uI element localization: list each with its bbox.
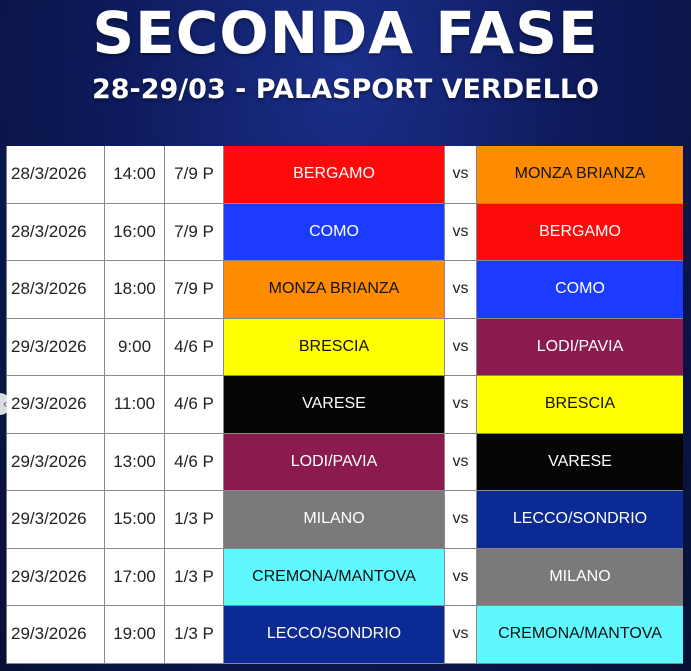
vs-label: vs xyxy=(445,319,477,376)
table-row xyxy=(7,434,683,492)
match-date: 29/3/2026 xyxy=(7,491,105,548)
match-category: 7/9 P xyxy=(165,204,224,261)
match-time: 19:00 xyxy=(105,606,165,663)
match-category: 7/9 P xyxy=(165,261,224,318)
home-team: CREMONA/MANTOVA xyxy=(224,549,445,606)
vs-label: vs xyxy=(445,549,477,606)
vs-label: vs xyxy=(445,204,477,261)
match-category: 4/6 P xyxy=(165,376,224,433)
home-team: VARESE xyxy=(224,376,445,433)
match-date: 29/3/2026 xyxy=(7,549,105,606)
table-row xyxy=(7,549,683,607)
match-time: 16:00 xyxy=(105,204,165,261)
vs-label: vs xyxy=(445,606,477,663)
vs-label: vs xyxy=(445,434,477,491)
match-date: 28/3/2026 xyxy=(7,204,105,261)
away-team: LODI/PAVIA xyxy=(477,319,683,376)
header xyxy=(0,0,691,140)
home-team: LODI/PAVIA xyxy=(224,434,445,491)
home-team: MILANO xyxy=(224,491,445,548)
match-time: 13:00 xyxy=(105,434,165,491)
home-team: BERGAMO xyxy=(224,146,445,203)
match-time: 15:00 xyxy=(105,491,165,548)
vs-label: vs xyxy=(445,491,477,548)
match-category: 4/6 P xyxy=(165,319,224,376)
vs-label: vs xyxy=(445,261,477,318)
chevron-left-icon[interactable]: ‹ xyxy=(0,393,10,415)
away-team: LECCO/SONDRIO xyxy=(477,491,683,548)
home-team: BRESCIA xyxy=(224,319,445,376)
table-row xyxy=(7,204,683,262)
match-category: 4/6 P xyxy=(165,434,224,491)
away-team: CREMONA/MANTOVA xyxy=(477,606,683,663)
table-row xyxy=(7,319,683,377)
match-category: 1/3 P xyxy=(165,549,224,606)
match-time: 14:00 xyxy=(105,146,165,203)
match-time: 18:00 xyxy=(105,261,165,318)
match-date: 29/3/2026 xyxy=(7,319,105,376)
vs-label: vs xyxy=(445,146,477,203)
vs-label: vs xyxy=(445,376,477,433)
away-team: MILANO xyxy=(477,549,683,606)
match-category: 1/3 P xyxy=(165,491,224,548)
match-date: 28/3/2026 xyxy=(7,261,105,318)
away-team: VARESE xyxy=(477,434,683,491)
page-subtitle: 28-29/03 - PALASPORT VERDELLO xyxy=(91,74,600,105)
table-row xyxy=(7,491,683,549)
match-category: 1/3 P xyxy=(165,606,224,663)
home-team: COMO xyxy=(224,204,445,261)
match-category: 7/9 P xyxy=(165,146,224,203)
table-row xyxy=(7,606,683,664)
match-time: 17:00 xyxy=(105,549,165,606)
match-date: 29/3/2026 xyxy=(7,376,105,433)
match-time: 9:00 xyxy=(105,319,165,376)
away-team: BERGAMO xyxy=(477,204,683,261)
home-team: MONZA BRIANZA xyxy=(224,261,445,318)
home-team: LECCO/SONDRIO xyxy=(224,606,445,663)
schedule-table xyxy=(6,146,683,664)
table-row xyxy=(7,376,683,434)
table-row xyxy=(7,261,683,319)
away-team: BRESCIA xyxy=(477,376,683,433)
match-date: 29/3/2026 xyxy=(7,606,105,663)
away-team: COMO xyxy=(477,261,683,318)
match-date: 28/3/2026 xyxy=(7,146,105,203)
match-date: 29/3/2026 xyxy=(7,434,105,491)
page-title: SECONDA FASE xyxy=(92,0,599,67)
away-team: MONZA BRIANZA xyxy=(477,146,683,203)
match-time: 11:00 xyxy=(105,376,165,433)
table-row xyxy=(7,146,683,204)
